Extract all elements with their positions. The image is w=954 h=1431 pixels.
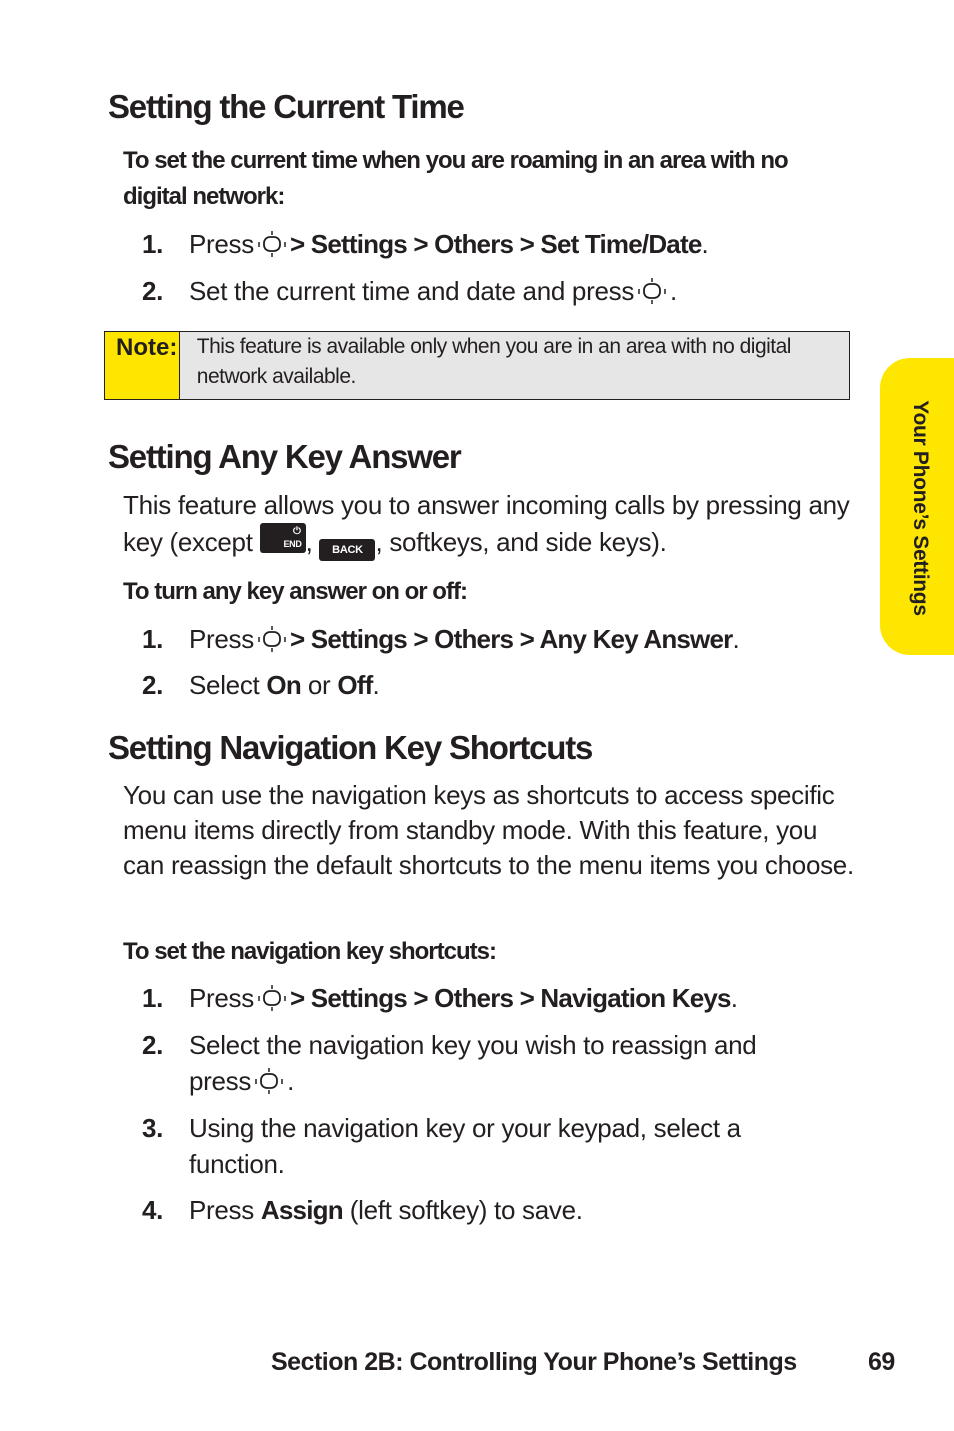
side-tab-label: Your Phone’s Settings	[909, 400, 932, 616]
step-number: 1.	[142, 624, 164, 654]
intro-text-end: , softkeys, and side keys).	[375, 527, 667, 557]
step-end: .	[287, 1066, 295, 1096]
nav-shortcuts-subheading: To set the navigation key shortcuts:	[123, 938, 496, 965]
step-end: .	[670, 276, 677, 306]
step-text: Set the current time and date and press	[189, 276, 635, 306]
menu-ok-key-icon	[258, 984, 286, 1012]
menu-path: > Settings > Others > Set Time/Date	[289, 229, 702, 259]
option-on: On	[266, 670, 301, 700]
step-number: 1.	[142, 983, 164, 1013]
side-tab	[880, 358, 954, 655]
step-text: Select	[189, 670, 260, 700]
section-title-any-key-answer: Setting Any Key Answer	[108, 438, 461, 475]
step-number: 3.	[142, 1113, 164, 1143]
menu-path: > Settings > Others > Navigation Keys	[289, 983, 731, 1013]
step-or: or	[307, 670, 331, 700]
step-number: 4.	[142, 1195, 164, 1225]
step-text: Press	[189, 624, 254, 654]
footer-section: Section 2B: Controlling Your Phone’s Settings	[271, 1348, 797, 1376]
section-title-current-time: Setting the Current Time	[108, 88, 464, 125]
note-box	[104, 331, 850, 400]
step-end: .	[701, 229, 709, 259]
step-end: .	[372, 670, 380, 700]
option-off: Off	[337, 670, 373, 700]
separator: ,	[305, 527, 313, 557]
nav-shortcuts-intro: You can use the navigation keys as shortcuts to access specific menu items directly from standby mode. With this feature, you can reassign the default shortcuts to the menu items you choose.	[123, 780, 854, 880]
step-text: Select the navigation key you wish to reassign and press	[189, 1030, 757, 1096]
menu-ok-key-icon	[638, 277, 666, 305]
step-number: 1.	[142, 229, 164, 259]
step-text: Press	[189, 1195, 254, 1225]
end-key-icon: ⏻ END	[260, 523, 306, 553]
menu-path: > Settings > Others > Any Key Answer	[289, 624, 733, 654]
any-key-subheading: To turn any key answer on or off:	[123, 578, 467, 605]
any-key-intro	[123, 488, 853, 561]
menu-ok-key-icon	[258, 625, 286, 653]
step-text: Press	[189, 229, 254, 259]
step-number: 2.	[142, 670, 164, 700]
intro-text: This feature allows you to answer incoming calls by pressing any key (except	[123, 490, 850, 557]
page-number: 69	[868, 1348, 895, 1376]
step-end: .	[732, 624, 740, 654]
note-label: Note:	[105, 332, 180, 399]
step-end: .	[730, 983, 738, 1013]
step-text: Press	[189, 983, 254, 1013]
step-text-rest: (left softkey) to save.	[349, 1195, 583, 1225]
step-text: Using the navigation key or your keypad, select a function.	[189, 1113, 741, 1179]
step-number: 2.	[142, 276, 164, 306]
note-text: This feature is available only when you are in an area with no digital network available.	[196, 335, 791, 388]
assign-softkey-label: Assign	[260, 1195, 343, 1225]
current-time-intro: To set the current time when you are roaming in an area with no digital network:	[123, 147, 788, 210]
step-number: 2.	[142, 1030, 164, 1060]
section-title-nav-shortcuts: Setting Navigation Key Shortcuts	[108, 729, 593, 766]
menu-ok-key-icon	[258, 230, 286, 258]
back-key-icon: BACK	[319, 539, 375, 561]
menu-ok-key-icon	[255, 1067, 283, 1095]
